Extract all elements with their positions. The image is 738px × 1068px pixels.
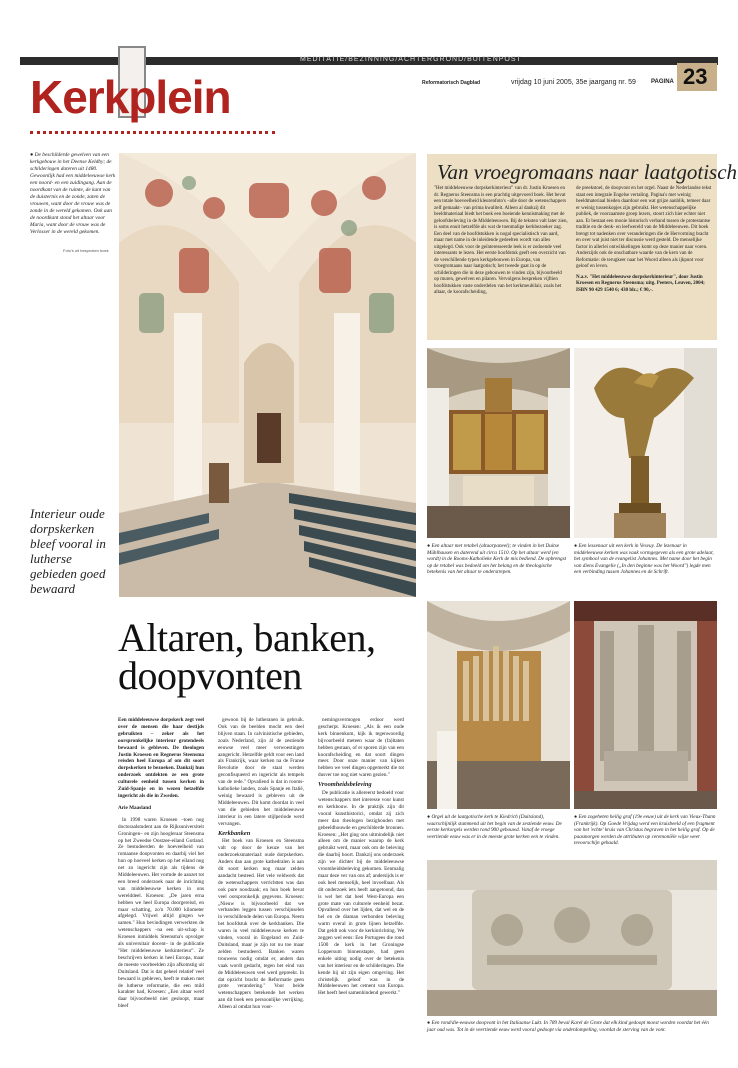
eagle-lectern-photo <box>574 348 717 538</box>
pagina-label: PAGINA <box>651 79 674 85</box>
organ-photo <box>427 601 570 809</box>
subheading-kerkbanken: Kerkbanken <box>218 829 251 837</box>
holy-sepulchre-caption-text: Een zogeheten heilig graf (19e eeuw) uit de kerk van Vieux-Thann (Frankrijk). Op Goede Vrijdag werd een kruisbeeld of een fragment van het 'echte' kruis van Christus begraven in het heilig graf. Op de paasmorgen werden de attributen op ceremoniële wijze weer tevoorschijn gehaald. <box>574 814 716 847</box>
article-column-3 <box>318 717 404 997</box>
article-headline: Altaren, banken, doopvonten <box>118 615 376 698</box>
paper-name: Reformatorisch Dagblad <box>422 80 481 86</box>
date-line: vrijdag 10 juni 2005, 35e jaargang nr. 59 <box>511 79 636 86</box>
altar-caption-text: Een altaar met retabel (altaarpaneel); te vinden in het Duitse Mühlhausen en daterend uit circa 1510. Op het altaar werd (en wordt) in de Rooms-Katholieke Kerk de mis bediend. De opbrengst op de retabel was bedoeld om het belang en de theologische betekenis van het altaar te onderstrepen. <box>427 543 567 576</box>
bullet-icon: ● <box>427 543 431 549</box>
article-column-2 <box>218 717 304 1011</box>
book-review-credits: N.a.v. "Het middeleeuwse dorpskerkinterieur", door Justin Kroesen en Regnerus Steensma; uitg. Peeters, Leuven, 2004; ISBN 90 429 1540 6; 430 blz.; € 90,-. <box>576 274 705 293</box>
holy-sepulchre-photo <box>574 601 717 809</box>
bullet-icon: ● <box>427 814 431 820</box>
baptismal-font-photo <box>427 860 717 1016</box>
article-author: Arie Maasland <box>118 804 151 811</box>
altar-caption <box>427 543 569 576</box>
article-col2-text: gewoon bij de lutheranen in gebruik. Ook van de beelden mocht een deel blijven staan. In calvinistische gebieden, zoals Nederland, zijn ál de zestiende eeuwse veel meer verwoestingen aangericht. Hetzelfde geldt voor een land als Frankrijk, waar kerken na de Franse Revolutie door de staat werden geconfisqueerd en ingericht als tempels van de rede." Opvallend is dat in rooms-katholieke landen, zoals Spanje en Italië, weinig bewaard is gebleven uit de Middeleeuwen. Dit komt doordat in veel van die gebieden het middeleeuwse interieur in een latere stijlperiode werd vervangen. <box>218 717 304 827</box>
baptismal-font-caption-text: Een rond/die-eeuwse doopvont in het Italiaanse Lukt. In 789 beval Karel de Grote dat elk kind gedoopt moest worden voordat het één jaar oud was. Tot in de veertiende eeuw werd vooral gedoopt via onderdompeling, voordat de sterving van de vont. <box>427 1020 709 1033</box>
book-review-col-2 <box>576 186 712 294</box>
organ-caption <box>427 814 569 840</box>
eagle-lectern-caption <box>574 543 716 576</box>
organ-caption-text: Orgel uit de laatgotische kerk te Kiedrich (Duitsland), waarschijnlijk stammend uit het begin van de zestiende eeuw. De eerste kerkorgels werden rond 900 gebouwd. Vanaf de vroege veertiende eeuw was er in de meeste grote kerken een te vinden. <box>427 814 562 840</box>
altar-photo <box>427 348 570 538</box>
holy-sepulchre-caption <box>574 814 716 847</box>
main-photo-caption-text: De beschilderde gewelven van een kerkgebouw in het Deense Keldby; de schilderingen dateren uit 1480. Gewoonlijk had een middeleeuwse kerk een noord- en een zuidingang. Aan de noordkant van de ruimte, de kant van de duisternis en de zonde, zaten de vrouwen, want door de vrouw was de zonde in de wereld gekomen. Ook aan de noordkant stond het altaar voor Maria, want door de vrouw was de Verlosser in de wereld gekomen. <box>30 152 116 235</box>
page-number: 23 <box>683 64 708 89</box>
article-lead: Een middeleeuwse dorpskerk zegt veel over de mensen die haar destijds gebruikten – zeker als het oorspronkelijke interieur grotendeels bewaard is gebleven. De theologen Justin Kroesen en Regnerus Steensma reisden heel Europa af om dit soort dorpskerken te bezoeken. Dankzij hun onderzoek ontdekten ze een grote culturele eenheid tussen kerken in Zuid-Spanje en in wezen hetzelfde ingericht als die in Zweden. <box>118 717 204 799</box>
subheading-vroomheidsbeleving: Vroomheidsbeleving <box>318 781 372 789</box>
baptismal-font-caption <box>427 1020 717 1033</box>
masthead-dotted-rule <box>30 131 275 134</box>
masthead: Kerkplein <box>30 71 231 123</box>
pull-quote: Interieur oude dorpskerken bleef vooral in lutherse gebieden goed bewaard <box>30 506 106 596</box>
article-col3-text: nemingsvermogen erdoor werd gescherpt. Kroesen: „Als ik een oude kerk binnenkom, kijk ik tegenwoordig bijvoorbeeld meteen waar de (fa)ltaten hebben gestaan, of er sporen zijn van een koorafscheiding en dat soort dingen meer. Door onze manier van kijken hebben we veel dingen opgemerkt die tot dusver toe nog niet waren gezien." <box>318 717 404 779</box>
photo-credit: Foto's uit besproken boek <box>63 248 109 253</box>
article-column-1 <box>118 717 204 1010</box>
eagle-lectern-caption-text: Een lessenaar uit een kerk in Vesvuy. De lezenaar in middeleeuwse kerken was vaak vormgegeven als een grote adelaar, het symbool van de evangelist Johannes. Met name door het begin van diens Evangelie („In den beginne was het Woord") legde men een verbinding tussen Johannes en de Schrift. <box>574 543 714 576</box>
church-interior-photo <box>119 153 416 597</box>
bullet-icon: ● <box>574 543 578 549</box>
article-col1-text: In 1998 waren Kroesen –toen nog doctoraalstudent aan de Rijksuniversiteit Groningen– en zijn hoogleraar Steensma op het Zweedse Oostzee-eiland Gotland. Ze bestudeerden de hoeveelheid van romaanse doopvonten en daarbij viel het hun op hoeveel kerken op het eiland nog net zo ingericht zijn als tijdens de Middeleeuwen. Het vormde de aanzet tot een breed onderzoek naar de inrichting van middeleeuwse kerken in ons werelddeel. Kroesen: „De jaren erna hebben we heel Europa doorgereisd, en maar schatting, zo'n 70.000 kilometer afgelegd. Vrijwel altijd gingen we samen." Hun bevindingen verwerkten de wetenschappers –na een uit-schap is Kroesen inmiddels Steensma's opvolger als universitair docent– in de publicatie "Het middeleeuwse kerkinterieur". Ze beschrijven kerken in heel Europa, maar de meeste voorbeelden zijn afkomstig uit Duitsland. Dat is dat geheel relatief veel bewaard is gebleven, heeft te maken met de lutherse reformatie, die een mild karakter had, Kroesen: „Een altaar werd daar bijvoorbeeld niet gesloopt, maar bleef <box>118 816 204 1010</box>
book-review-col-2-text: de preekstoel, de doopvont en het orgel. Naast de Nederlandse tekst staat een integrale Engelse vertaling. Pagina's met weinig beeldmateriaal bieden daardoor een wat grijze aanblik, temeer daar er weinig tussenkopjes zijn gebruikt. Het wetenschappelijke publiek, de voorzaamste groep lezers, stoort zich hier echter niet aan. Er bestaat een mooie historisch verband tussen de protestantse traditie en de denk- en leefwereld van de Middeleeuwen. Dit boek brengt tot nadenken over veranderingen die de Hervorming bracht en over wat juist niet ter discussie werd gesteld. De menselijke factor in allerlei ontwikkelingen komt op deze manier naar voren. Anderzijds ook de onschatbare waarde van de kern van de Reformatie: de terugkeer naar het Woord alleen als ijkpunt voor geloof en leven. <box>576 186 712 269</box>
bullet-icon: ● <box>427 1020 431 1026</box>
article-col3b-text: De publicatie is allereerst bedoeld voor wetenschappers met interesse voor kunst en kerkbouw. In de praktijk zijn dit vooral kunsthistorici, omdat zij zich meer dan theologen bezighouden met gebeeldhouwde en geschilderde bronnen. Kroesen: „Het ging ons uitmindelijk niet alleen om de manier waarop de kerk gebruikt werd, maar ook om de beleving die daarbij hoort. Dankzij ons onderzoek zijn we dichter bij de middeleeuwse vroomheidsbeleving gekomen. Eenmalig maar deze ver van ons af; andersijds is er ook heel menselijk, heel invoelbaar. Als dit onderzoek iets heeft aangetoond, dan is wel het dat heel West-Europa een grote mate van culturele eenheid bezat. Opvallend over het lijden, dat wel en de hel en de diaman verbonden beleving warm overal in grote lijnen hetzelfde. Dat geldt ook voor de kerkinrichting. We zeggen wel eens: Een Portugees die rond 1500 de kerk in het Groningse Loppersum binnenstapte, had geen enkele uiting nodig over de betekenis van het interieur en de schilderingen. Die kende hij uit zijn eigen omgeving. Het christelijk geloof was in de Middeleeuwen het cement van Europa. Het heeft heel samenbindend gewerkt." <box>318 790 404 997</box>
section-label: MEDITATIE/BEZINNING/ACHTERGROND/BUITENPOST <box>300 56 522 63</box>
book-review-title: Van vroegromaans naar laatgotisch <box>437 160 738 184</box>
bullet-icon: ● <box>574 814 578 820</box>
main-photo-caption <box>30 152 116 236</box>
article-col2b-text: Het boek van Kroesen en Steensma valt op door de keuze van het onderzoeksmateriaal: oude dorpskerken. Anders dan aan grote kathedralen is aan dit soort kerken nog maar zelden aandacht besteed. Het vele veldwerk dat de wetenschappers verrichtten was dan ook pure noodzaak; en hun boek bevat veel oorspronkelijk gegevens. Kroesen: „Nieuw is bijvoorbeeld dat we verbanden leggen tussen verschijnselen in verschillende delen van Europa. Neem het hoofdstuk over de kerkbanken. Die waren in veel middeleeuwse kerken te vinden, vooral in Engeland en Zuid-Duitsland, maar je zijn tot nu toe maar zelden bestudeerd. Banken waren trouwens nodig omdat er, anders dan vaak wordt gedacht, tegen het eind van de Middeleeuwen veel werd gepreekt. In dat opzicht bracht de Reformatie geen grote verandering." Voor beide wetenschappers betekende het werken aan dit boek een persoonlijke verrijking. Alleen al omdat hun voor- <box>218 838 304 1011</box>
book-review-col-1: "Het middeleeuwse dorpskerkinterieur" van dr. Justin Kroesen en dr. Regnerus Steensma is een prachtig uitgevoerd boek. Het bevat een totale hoeveelheid kleurenfoto's –alle door de wetenschappers zelf gemaakt– van prima kwaliteit. Alleen al dankzij dit beeldmateriaal biedt het boek een boeiende kennismaking met de geloofsbeleving in de Middeleeuwen. Bij de teksten valt later zien, is soms enuit hetzelfde als wat de toenmalige kerkbezoeker zag. Een deel van de hoofdstukken is nogal specialistisch van aard, maar met name in de inleidende gedeelten wordt van alles uitgelegd. Ook voor de geïnteresseerde leek is er zodoende veel interessants te lezen. Het eerste hoofdstuk geeft een overzicht van de verschillende typen kerkgebouwen in Europa, van vroegromaans naar laatgotisch; het tweede gaat in op de schilderingen die in deze gebouwen te vinden zijn, bijvoorbeeld op muren, gewelven en pilaren. Vervolgens bespreken vijftien hoofdstukken vaste onderdelen van het kerkmeubilair, zoals het altaar, de koorafscheiding, <box>434 186 568 295</box>
bullet-icon: ● <box>30 152 34 158</box>
